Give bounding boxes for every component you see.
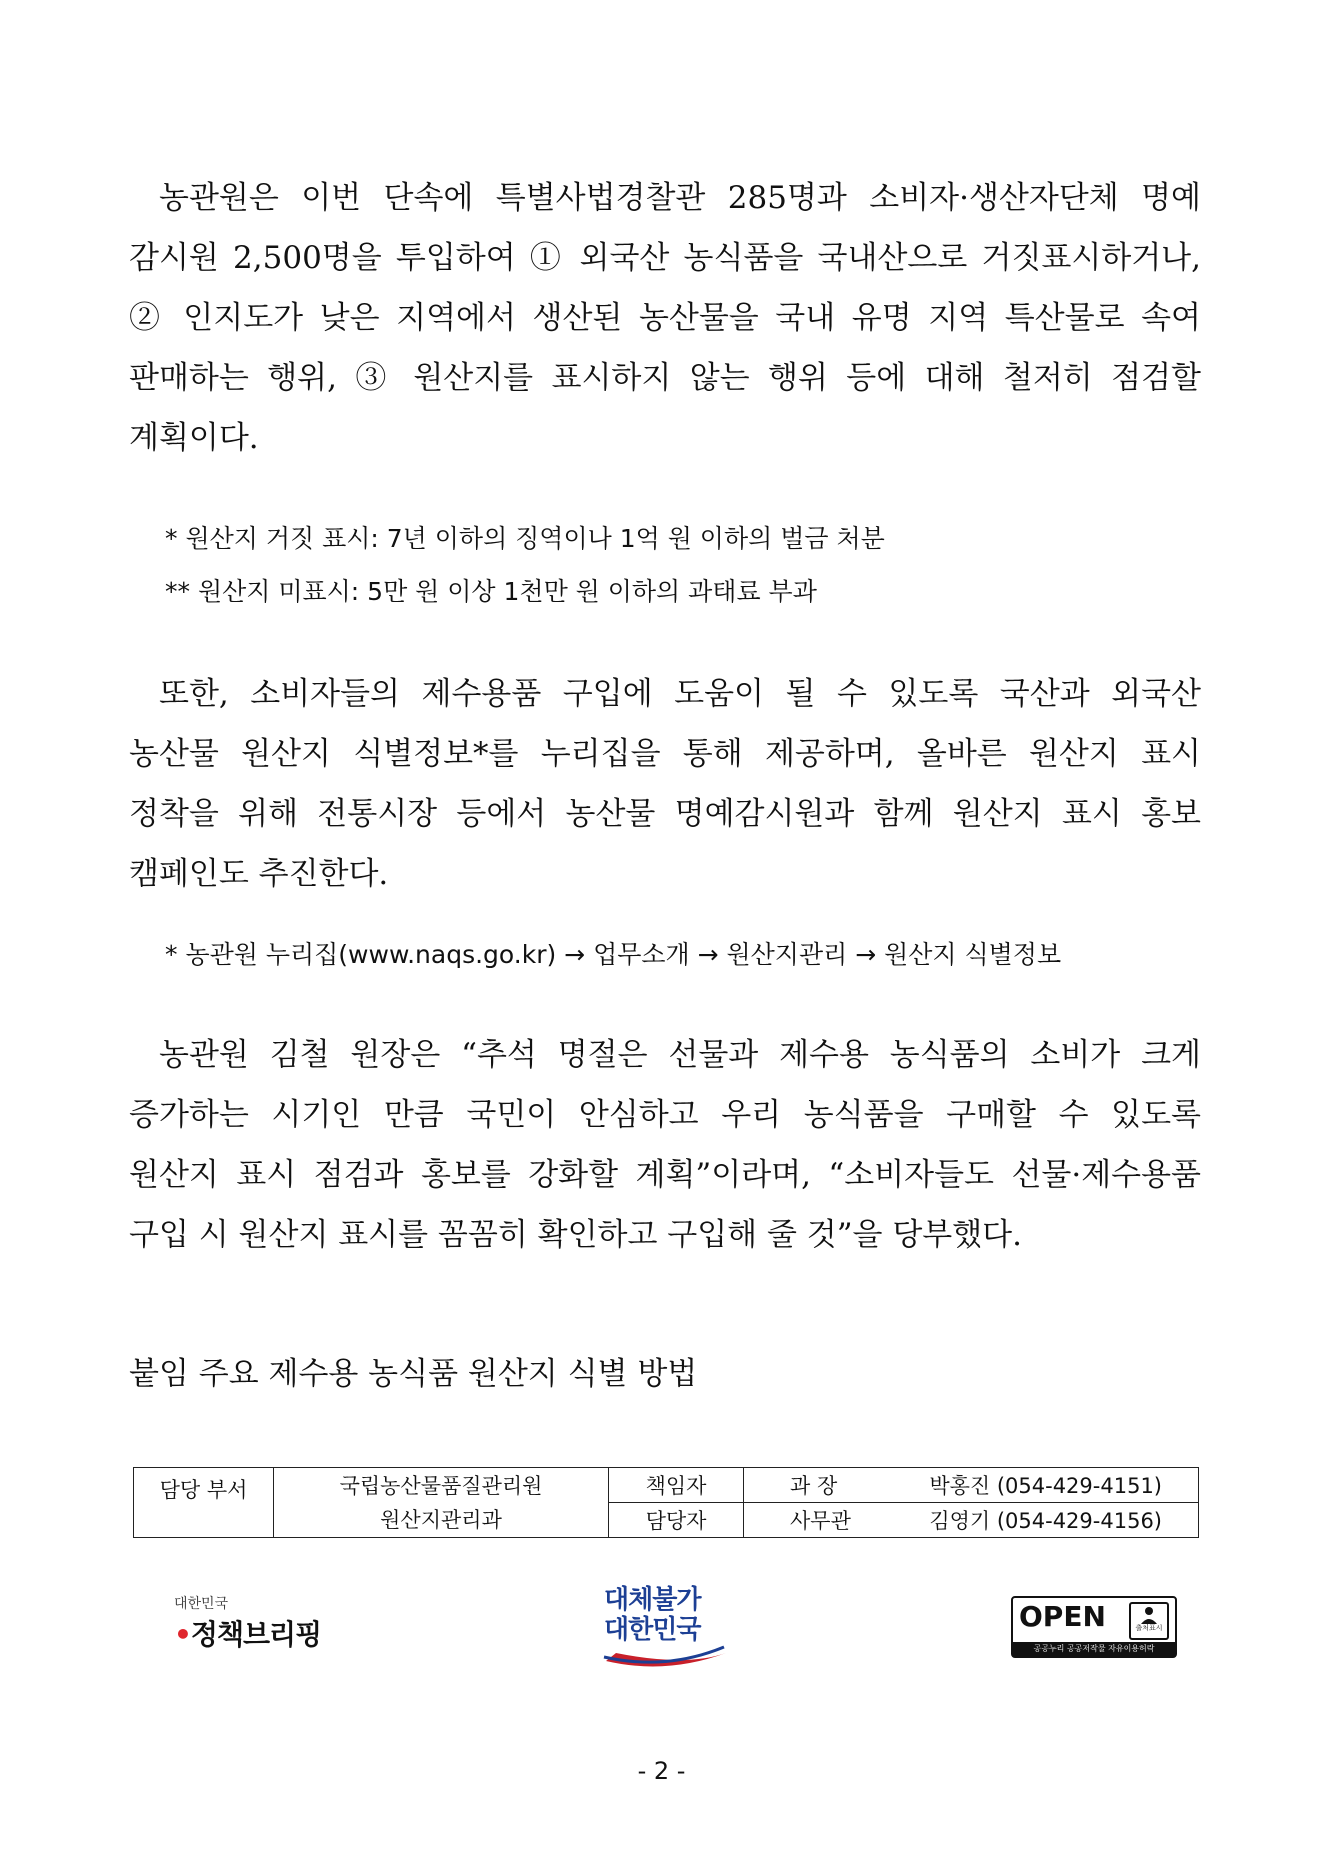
- paragraph-line: 캠페인도 추진한다.: [129, 856, 389, 892]
- slogan-text: [604, 1585, 700, 1645]
- person-icon: [1139, 1606, 1159, 1624]
- attachment-title: 붙임 주요 제수용 농식품 원산지 식별 방법: [129, 1356, 698, 1392]
- paragraph-line: 농관원은 이번 단속에 특별사법경찰관 285명과 소비자·생산자단체 명예: [159, 180, 1201, 216]
- paragraph-consumer-info: [129, 664, 1201, 904]
- person-name-phone: 박홍진 (054-429-4151): [929, 1474, 1162, 1498]
- paragraph-inspection-plan: [129, 168, 1201, 468]
- attribution-badge-label: 출처표시: [1135, 1624, 1163, 1632]
- person-title: 과 장: [790, 1474, 838, 1498]
- paragraph-line: 판매하는 행위, ③ 원산지를 표시하지 않는 행위 등에 대해 철저히 점검할: [129, 360, 1201, 396]
- paragraph-line: 원산지 표시 점검과 홍보를 강화할 계획”이라며, “소비자들도 선물·제수용품: [129, 1157, 1201, 1193]
- policy-briefing-logo: [174, 1593, 334, 1653]
- open-caption: 공공누리 공공저작물 자유이용허락: [1013, 1642, 1175, 1656]
- person-name-phone: 김영기 (054-429-4156): [929, 1509, 1162, 1533]
- contact-row: [134, 1468, 1199, 1503]
- slogan-line-2: 대한민국: [604, 1615, 701, 1645]
- open-license-logo: [1011, 1596, 1177, 1658]
- role-label: 책임자: [609, 1468, 744, 1503]
- note-website-path: * 농관원 누리집(www.naqs.go.kr) → 업무소개 → 원산지관리 → 원산지 식별정보: [165, 940, 1062, 969]
- dept-name: 국립농산물품질관리원: [339, 1473, 543, 1498]
- paragraph-line: 계획이다.: [129, 420, 259, 456]
- attribution-badge: [1129, 1602, 1169, 1640]
- paragraph-line: 또한, 소비자들의 제수용품 구입에 도움이 될 수 있도록 국산과 외국산: [159, 676, 1201, 712]
- slogan-logo: [596, 1583, 736, 1673]
- logo-accent-mark: •: [174, 1618, 191, 1651]
- paragraph-line: 농관원 김철 원장은 “추석 명절은 선물과 제수용 농식품의 소비가 크게: [159, 1037, 1201, 1073]
- contact-table: [133, 1467, 1199, 1538]
- open-text: OPEN: [1019, 1600, 1106, 1633]
- dept-label: 담당 부서: [134, 1468, 274, 1538]
- note-missing-label-penalty: ** 원산지 미표시: 5만 원 이상 1천만 원 이하의 과태료 부과: [165, 577, 817, 606]
- person-title: 사무관: [790, 1509, 851, 1533]
- paragraph-line: 정착을 위해 전통시장 등에서 농산물 명예감시원과 함께 원산지 표시 홍보: [129, 796, 1201, 832]
- logo-main-text: [174, 1613, 334, 1653]
- note-false-label-penalty: * 원산지 거짓 표시: 7년 이하의 징역이나 1억 원 이하의 벌금 처분: [165, 524, 885, 553]
- paragraph-line: 감시원 2,500명을 투입하여 ① 외국산 농식품을 국내산으로 거짓표시하거나,: [129, 240, 1201, 276]
- logo-brand-name: 정책브리핑: [190, 1618, 322, 1651]
- logo-small-text: 대한민국: [174, 1596, 229, 1612]
- paragraph-line: 농산물 원산지 식별정보*를 누리집을 통해 제공하며, 올바른 원산지 표시: [129, 736, 1201, 772]
- role-label: 담당자: [609, 1503, 744, 1538]
- paragraph-line: 구입 시 원산지 표시를 꼼꼼히 확인하고 구입해 줄 것”을 당부했다.: [129, 1217, 1022, 1253]
- paragraph-line: ② 인지도가 낮은 지역에서 생산된 농산물을 국내 유명 지역 특산물로 속여: [129, 300, 1201, 336]
- contact-person-cell: [744, 1503, 1199, 1538]
- dept-cell: [274, 1468, 609, 1538]
- paragraph-director-quote: [129, 1025, 1201, 1265]
- page-number: - 2 -: [637, 1757, 686, 1785]
- slogan-line-1: 대체불가: [604, 1585, 701, 1615]
- contact-person-cell: [744, 1468, 1199, 1503]
- paragraph-line: 증가하는 시기인 만큼 국민이 안심하고 우리 농식품을 구매할 수 있도록: [129, 1097, 1201, 1133]
- dept-division: 원산지관리과: [380, 1507, 502, 1532]
